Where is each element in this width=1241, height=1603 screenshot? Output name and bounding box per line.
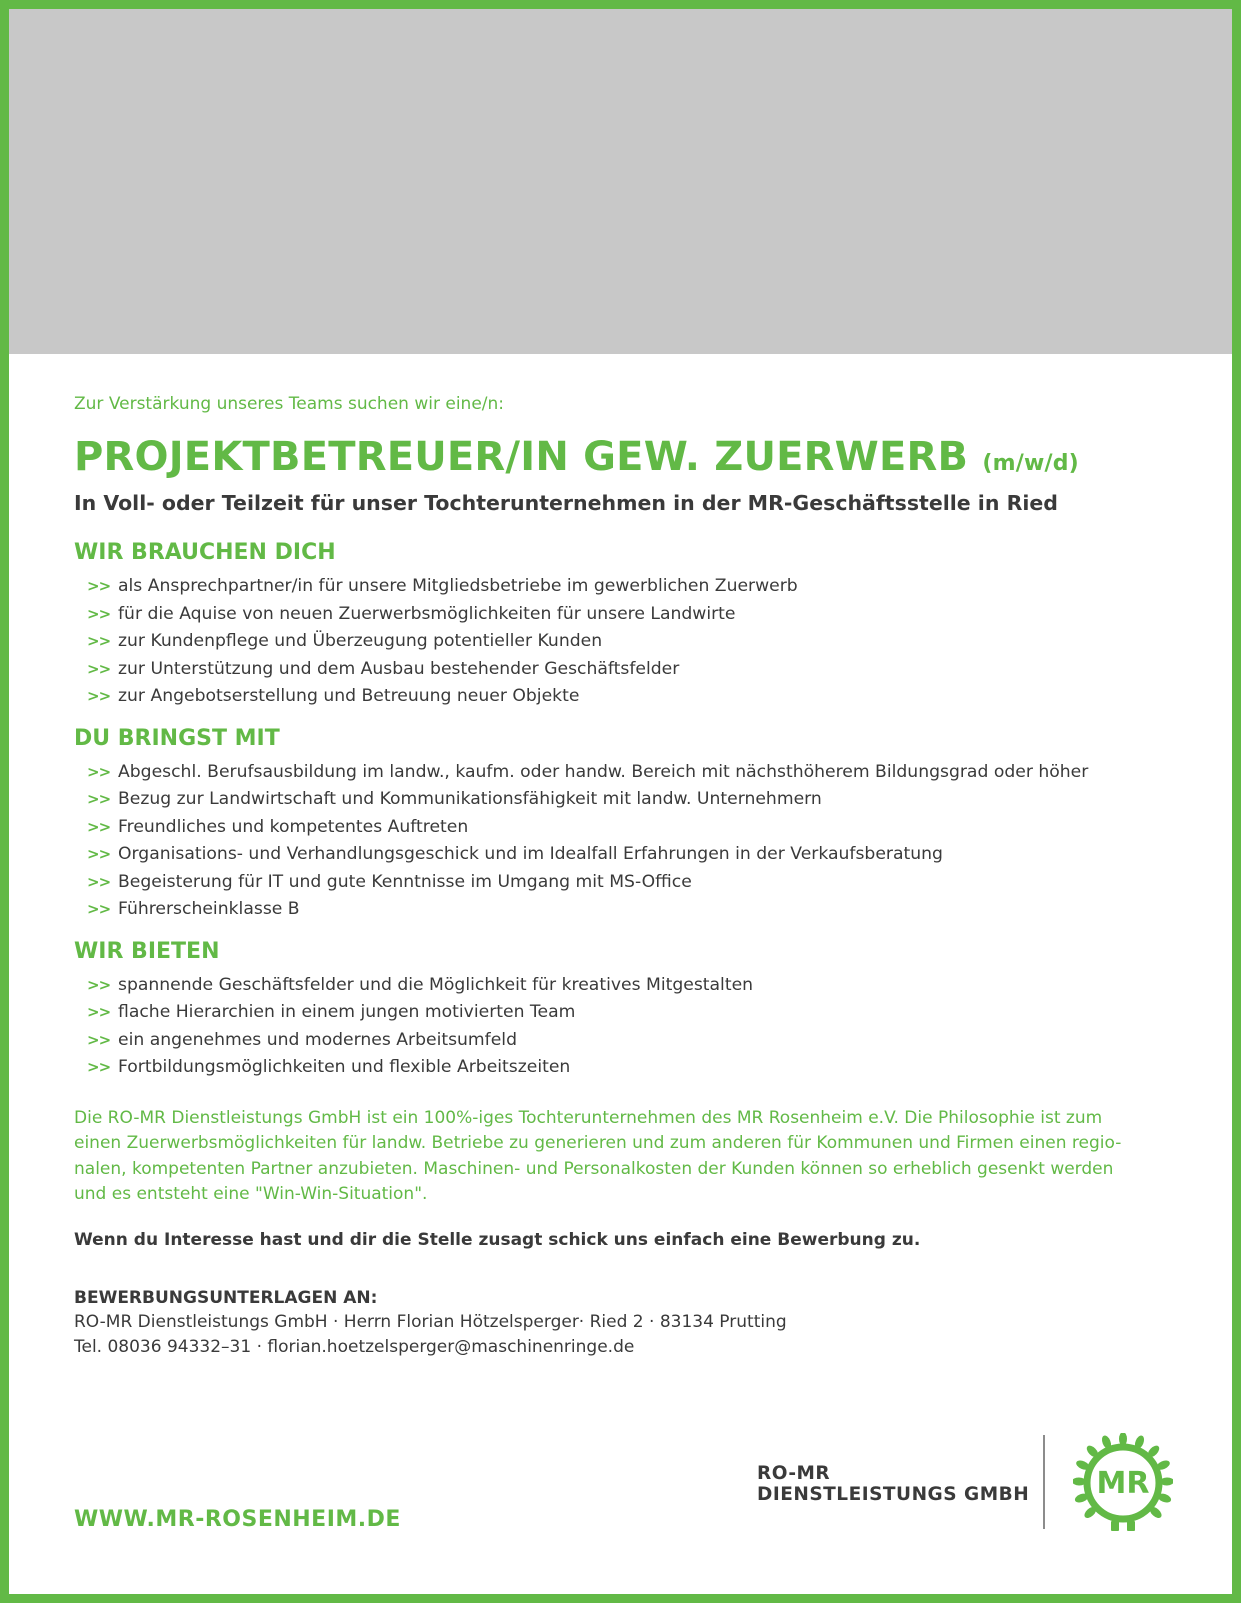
job-title	[74, 432, 1194, 489]
logo-text: MR	[1096, 1466, 1150, 1501]
list-item: >> Bezug zur Landwirtschaft und Kommunikationsfähigkeit mit landw. Unternehmern	[74, 786, 1194, 814]
bullet-arrow-icon: >>	[87, 872, 111, 891]
bullet-arrow-icon: >>	[87, 604, 111, 623]
bullet-arrow-icon: >>	[87, 762, 111, 781]
company-name-line2: DIENSTLEISTUNGS GMBH	[757, 1484, 1030, 1505]
website-link[interactable]: WWW.MR-ROSENHEIM.DE	[74, 1507, 401, 1532]
application-address: RO-MR Dienstleistungs GmbH · Herrn Florian Hötzelsperger· Ried 2 · 83134 Prutting	[74, 1311, 787, 1332]
job-title-suffix: (m/w/d)	[982, 451, 1079, 476]
application-contact: Tel. 08036 94332–31 · florian.hoetzelsperger@maschinenringe.de	[74, 1336, 635, 1357]
posting-content	[74, 392, 1194, 1360]
list-item: >> Abgeschl. Berufsausbildung im landw., kaufm. oder handw. Bereich mit nächsthöherem Bildungsgrad oder höher	[74, 759, 1194, 787]
bullet-arrow-icon: >>	[87, 900, 111, 918]
about-line: Die RO-MR Dienstleistungs GmbH ist ein 100%-iges Tochterunternehmen des MR Rosenheim e.V. Die Philosophie ist zum	[74, 1107, 1103, 1128]
bullet-arrow-icon: >>	[87, 817, 111, 836]
list-item: >> Führerscheinklasse B	[74, 896, 1194, 924]
mr-logo-icon	[1073, 1433, 1173, 1533]
intro-text: Zur Verstärkung unseres Teams suchen wir eine/n:	[74, 394, 505, 414]
list-item: >> zur Kundenpflege und Überzeugung potentieller Kunden	[74, 628, 1194, 656]
list-item: >> flache Hierarchien in einem jungen motivierten Team	[74, 999, 1194, 1027]
call-to-action: Wenn du Interesse hast und dir die Stelle zusagt schick uns einfach eine Bewerbung zu.	[74, 1229, 921, 1250]
application-heading: BEWERBUNGSUNTERLAGEN AN:	[74, 1287, 378, 1308]
section-list-you-bring	[74, 759, 1194, 924]
list-item: >> Begeisterung für IT und gute Kenntnisse im Umgang mit MS-Office	[74, 869, 1194, 897]
list-item: >> Organisations- und Verhandlungsgeschick und im Idealfall Erfahrungen in der Verkaufsberatung	[74, 841, 1194, 869]
list-item: >> spannende Geschäftsfelder und die Möglichkeit für kreatives Mitgestalten	[74, 972, 1194, 1000]
bullet-arrow-icon: >>	[87, 845, 111, 863]
bullet-arrow-icon: >>	[87, 632, 111, 650]
about-line: nalen, kompetenten Partner anzubieten. Maschinen- und Personalkosten der Kunden können so erheblich gesenkt werden	[74, 1158, 1114, 1179]
bullet-arrow-icon: >>	[87, 659, 111, 678]
section-heading-we-need-you: WIR BRAUCHEN DICH	[74, 540, 336, 565]
bullet-arrow-icon: >>	[87, 1030, 111, 1049]
bullet-arrow-icon: >>	[87, 975, 111, 994]
section-heading-you-bring: DU BRINGST MIT	[74, 725, 280, 751]
list-item: >> Fortbildungsmöglichkeiten und flexible Arbeitszeiten	[74, 1054, 1194, 1082]
job-title-main: PROJEKTBETREUER/IN GEW. ZUERWERB	[74, 434, 969, 480]
list-item: >> Freundliches und kompetentes Auftreten	[74, 814, 1194, 842]
list-item: >> ein angenehmes und modernes Arbeitsumfeld	[74, 1027, 1194, 1055]
list-item: >> für die Aquise von neuen Zuerwerbsmöglichkeiten für unsere Landwirte	[74, 601, 1194, 629]
footer-divider	[1043, 1435, 1045, 1529]
bullet-arrow-icon: >>	[87, 1003, 111, 1021]
about-line: einen Zuerwerbsmöglichkeiten für landw. Betriebe zu generieren und zum anderen für Kommunen und Firmen einen regio-	[74, 1133, 1122, 1153]
company-name	[757, 1463, 1029, 1505]
bullet-arrow-icon: >>	[87, 790, 111, 808]
job-subtitle: In Voll- oder Teilzeit für unser Tochterunternehmen in der MR-Geschäftsstelle in Ried	[74, 491, 1058, 515]
company-name-line1: RO-MR	[757, 1463, 831, 1484]
list-item: >> zur Angebotserstellung und Betreuung neuer Objekte	[74, 683, 1194, 711]
company-about-paragraph	[74, 1106, 1194, 1208]
section-heading-we-offer: WIR BIETEN	[74, 938, 220, 964]
bullet-arrow-icon: >>	[87, 1058, 111, 1076]
bullet-arrow-icon: >>	[87, 687, 111, 705]
hero-image-placeholder	[9, 9, 1232, 354]
list-item: >> als Ansprechpartner/in für unsere Mitgliedsbetriebe im gewerblichen Zuerwerb	[74, 573, 1194, 601]
section-list-we-offer	[74, 972, 1194, 1082]
list-item: >> zur Unterstützung und dem Ausbau bestehender Geschäftsfelder	[74, 656, 1194, 684]
section-list-we-need-you	[74, 573, 1194, 711]
about-line: und es entsteht eine "Win-Win-Situation".	[74, 1184, 428, 1204]
bullet-arrow-icon: >>	[87, 577, 111, 595]
